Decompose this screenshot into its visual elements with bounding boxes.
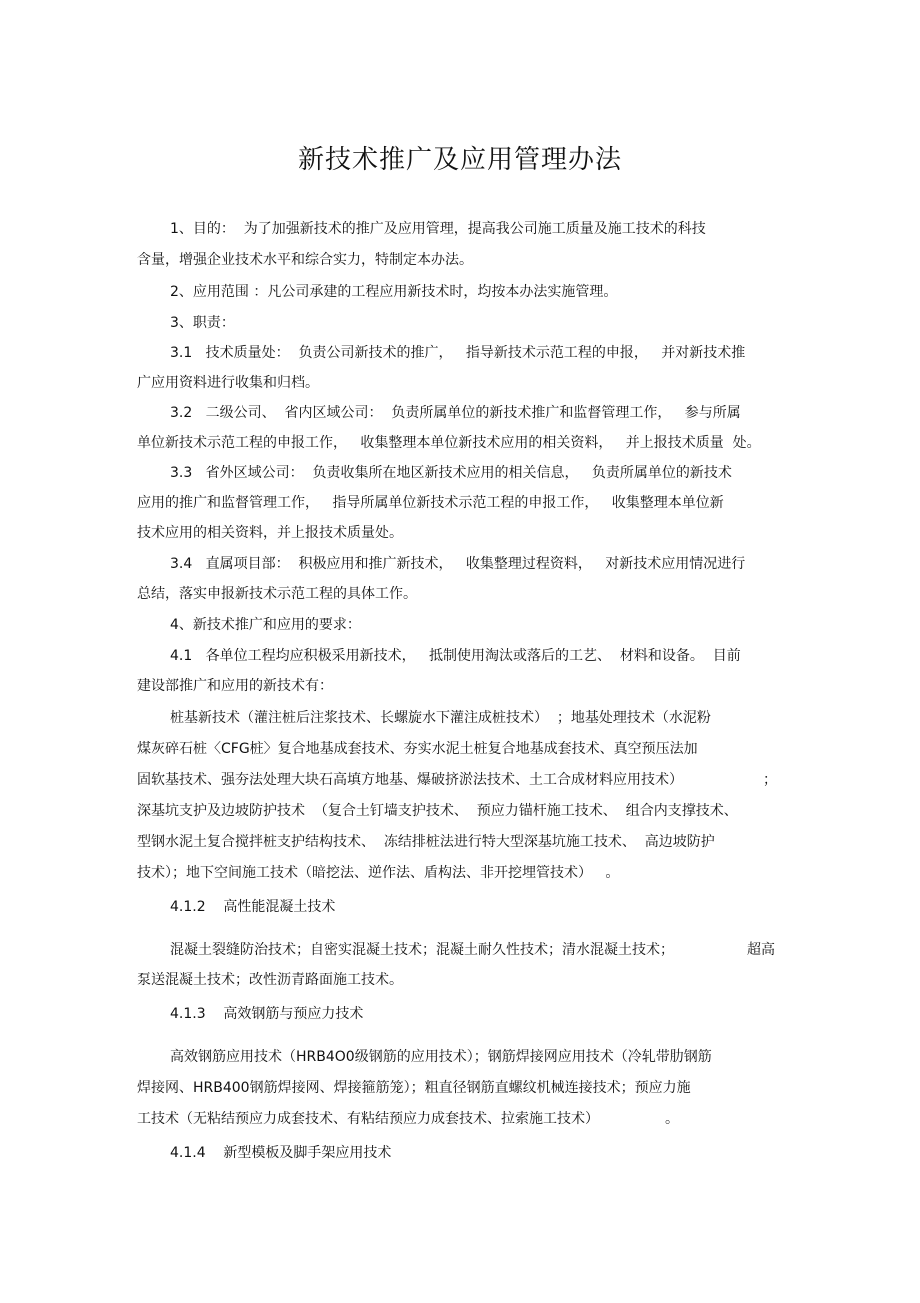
text-line: 固软基技术、强夯法处理大块石高填方地基、爆破挤淤法技术、土工合成材料应用技术） xyxy=(137,772,683,788)
text-line: 4、新技术推广和应用的要求： xyxy=(170,617,361,633)
text-line: 混凝土裂缝防治技术；自密实混凝土技术；混凝土耐久性技术；清水混凝土技术； xyxy=(170,942,674,958)
text-line: 焊接网、HRB400钢筋焊接网、焊接箍筋笼）；粗直径钢筋直螺纹机械连接技术；预应力施 xyxy=(137,1080,691,1096)
text-line: 1、目的： 为了加强新技术的推广及应用管理，提高我公司施工质量及施工技术的科技 xyxy=(170,221,706,237)
text-line: 深基坑支护及边坡防护技术 （复合土钉墙支护技术、 预应力锚杆施工技术、 组合内支撑技术、 xyxy=(137,803,738,819)
text-line: 4.1.3 高效钢筋与预应力技术 xyxy=(170,1006,364,1022)
text-line: 3.2 二级公司、 省内区域公司： 负责所属单位的新技术推广和监督管理工作， 参与所属 xyxy=(170,405,741,421)
document-title: 新技术推广及应用管理办法 xyxy=(297,145,622,175)
text-line: 技术应用的相关资料，并上报技术质量处。 xyxy=(137,525,403,541)
text-line: 3.1 技术质量处： 负责公司新技术的推广， 指导新技术示范工程的申报， 并对新技术推 xyxy=(170,345,746,361)
text-line: 超高 xyxy=(747,942,775,958)
text-line: ； xyxy=(763,772,777,788)
text-line: 3.4 直属项目部： 积极应用和推广新技术， 收集整理过程资料， 对新技术应用情况进行 xyxy=(170,556,746,572)
text-line: 工技术（无粘结预应力成套技术、有粘结预应力成套技术、拉索施工技术） xyxy=(137,1111,599,1127)
text-line: 4.1.2 高性能混凝土技术 xyxy=(170,899,336,915)
text-line: 含量，增强企业技术水平和综合实力，特制定本办法。 xyxy=(137,252,473,268)
text-line: 泵送混凝土技术；改性沥青路面施工技术。 xyxy=(137,972,403,988)
text-line: 4.1.4 新型模板及脚手架应用技术 xyxy=(170,1145,392,1161)
text-line: 高效钢筋应用技术（HRB4O0级钢筋的应用技术）；钢筋焊接网应用技术（冷轧带肋钢筋 xyxy=(170,1049,712,1065)
text-line: 单位新技术示范工程的申报工作， 收集整理本单位新技术应用的相关资料， 并上报技术质量 处。 xyxy=(137,435,761,451)
text-line: 3、职责： xyxy=(170,315,235,331)
text-line: 煤灰碎石桩〈CFG桩〉复合地基成套技术、夯实水泥土桩复合地基成套技术、真空预压法加 xyxy=(137,741,698,757)
text-line: 总结，落实申报新技术示范工程的具体工作。 xyxy=(137,586,417,602)
text-line: 广应用资料进行收集和归档。 xyxy=(137,375,319,391)
text-line: 技术）；地下空间施工技术（暗挖法、逆作法、盾构法、非开挖埋管技术） 。 xyxy=(137,865,620,881)
text-line: 应用的推广和监督管理工作， 指导所属单位新技术示范工程的申报工作， 收集整理本单位新 xyxy=(137,495,724,511)
text-line: 型钢水泥土复合搅拌桩支护结构技术、 冻结排桩法进行特大型深基坑施工技术、 高边坡防护 xyxy=(137,834,715,850)
text-line: 建设部推广和应用的新技术有： xyxy=(137,678,333,694)
text-line: 4.1 各单位工程均应积极采用新技术， 抵制使用淘汰或落后的工艺、 材料和设备。 目前 xyxy=(170,648,741,664)
text-line: 桩基新技术（灌注桩后注浆技术、长螺旋水下灌注成桩技术） ；地基处理技术（水泥粉 xyxy=(170,710,711,726)
text-line: 3.3 省外区域公司： 负责收集所在地区新技术应用的相关信息， 负责所属单位的新技术 xyxy=(170,465,732,481)
text-line: 2、应用范围 ：凡公司承建的工程应用新技术时，均按本办法实施管理。 xyxy=(170,284,618,300)
text-line: 。 xyxy=(665,1111,679,1127)
